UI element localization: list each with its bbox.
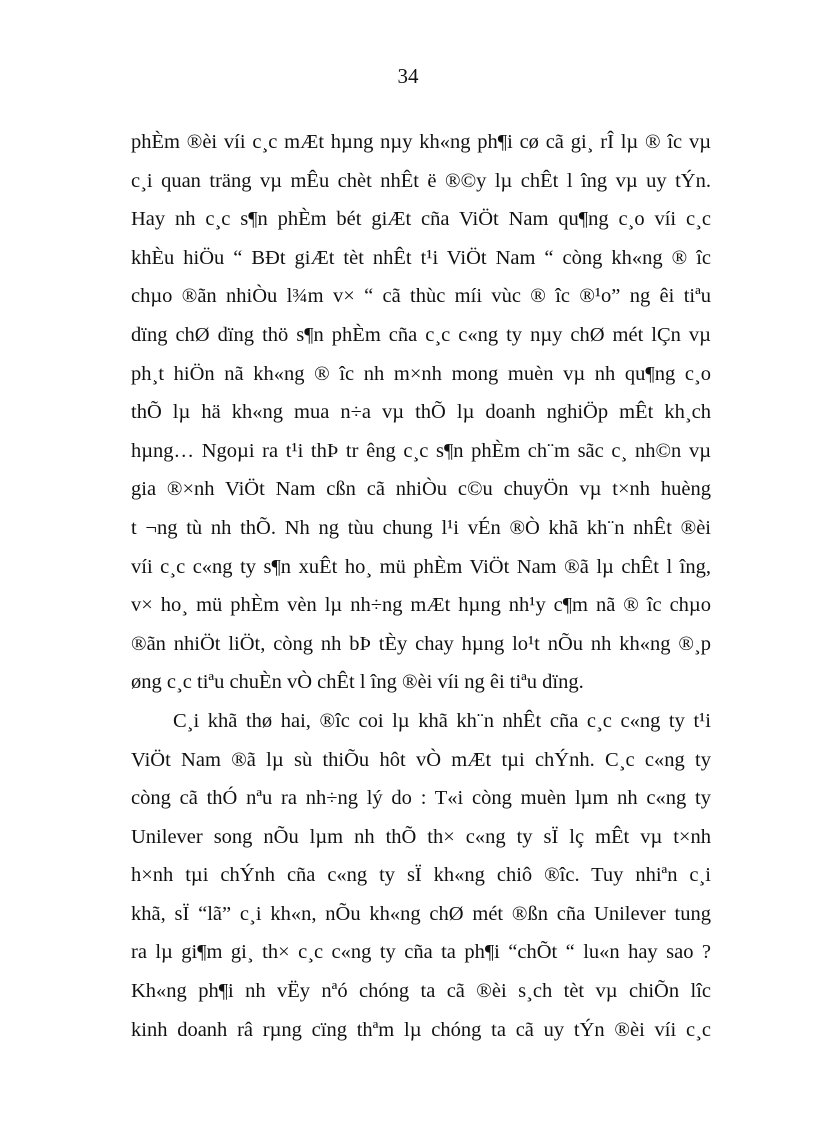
text-line: Kh«ng ph¶i nh vËy nªó chóng ta cã ®èi s¸ch tèt vµ chiÕn lîc <box>131 980 711 1003</box>
text-line: kinh doanh râ rµng cïng thªm lµ chóng ta cã uy tÝn ®èi víi c¸c <box>131 1018 711 1041</box>
text-line: Unilever song nÕu lµm nh thÕ th× c«ng ty sÏ lç mÊt vµ t×nh <box>131 825 711 848</box>
text-line: khã, sÏ “lã” c¸i kh«n, nÕu kh«ng chØ mét ®ßn cña Unilever tung <box>131 902 711 925</box>
text-line: víi c¸c c«ng ty s¶n xuÊt ho¸ mü phÈm ViÖt Nam ®ã lµ chÊt l îng, <box>131 555 711 578</box>
body-text <box>131 123 711 1049</box>
text-line: ®ãn nhiÖt liÖt, còng nh bÞ tÈy chay hµng lo¹t nÕu nh kh«ng ®¸p <box>131 632 711 655</box>
text-line: còng cã thÓ nªu ra nh÷ng lý do : T«i còng muèn lµm nh c«ng ty <box>131 787 711 810</box>
page-number: 34 <box>397 64 419 88</box>
text-line: phÈm ®èi víi c¸c mÆt hµng nµy kh«ng ph¶i cø cã gi¸ rÎ lµ ® îc vµ <box>131 131 711 153</box>
text-line: t ¬ng tù nh thÕ. Nh ng tùu chung l¹i vÉn ®Ò khã kh¨n nhÊt ®èi <box>131 516 711 539</box>
text-line: ViÖt Nam ®ã lµ sù thiÕu hôt vÒ mÆt tµi chÝnh. C¸c c«ng ty <box>131 748 711 771</box>
text-line: C¸i khã thø hai, ®îc coi lµ khã kh¨n nhÊt cña c¸c c«ng ty t¹i <box>173 709 711 732</box>
text-line: thÕ lµ hä kh«ng mua n÷a vµ thÕ lµ doanh nghiÖp mÊt kh¸ch <box>131 401 711 424</box>
text-line: gia ®×nh ViÖt Nam cßn cã nhiÒu c©u chuyÖn vµ t×nh huèng <box>131 478 711 501</box>
text-line: ra lµ gi¶m gi¸ th× c¸c c«ng ty cña ta ph¶i “chÕt “ lu«n hay sao ? <box>131 941 711 964</box>
text-line: ph¸t hiÖn nã kh«ng ® îc nh m×nh mong muèn vµ nh qu¶ng c¸o <box>131 362 711 385</box>
text-line: v× ho¸ mü phÈm vèn lµ nh÷ng mÆt hµng nh¹y c¶m nã ® îc chµo <box>131 594 711 617</box>
text-line: øng c¸c tiªu chuÈn vÒ chÊt l îng ®èi víi ng êi tiªu dïng. <box>131 671 584 694</box>
text-line: khÈu hiÖu “ BÐt giÆt tèt nhÊt t¹i ViÖt Nam “ còng kh«ng ® îc <box>131 246 711 269</box>
text-line: chµo ®ãn nhiÒu l¾m v× “ cã thùc míi vùc ® îc ®¹o” ng êi tiªu <box>131 285 711 308</box>
text-line: dïng chØ dïng thö s¶n phÈm cña c¸c c«ng ty nµy chØ mét lÇn vµ <box>131 323 711 346</box>
text-line: c¸i quan träng vµ mÊu chèt nhÊt ë ®©y lµ chÊt l îng vµ uy tÝn. <box>131 169 711 192</box>
text-line: h×nh tµi chÝnh cña c«ng ty sÏ kh«ng chiô ®îc. Tuy nhiªn c¸i <box>131 864 711 887</box>
text-line: hµng… Ngoµi ra t¹i thÞ tr êng c¸c s¶n phÈm ch¨m sãc c¸ nh©n vµ <box>131 439 711 462</box>
text-line: Hay nh c¸c s¶n phÈm bét giÆt cña ViÖt Nam qu¶ng c¸o víi c¸c <box>131 208 711 231</box>
